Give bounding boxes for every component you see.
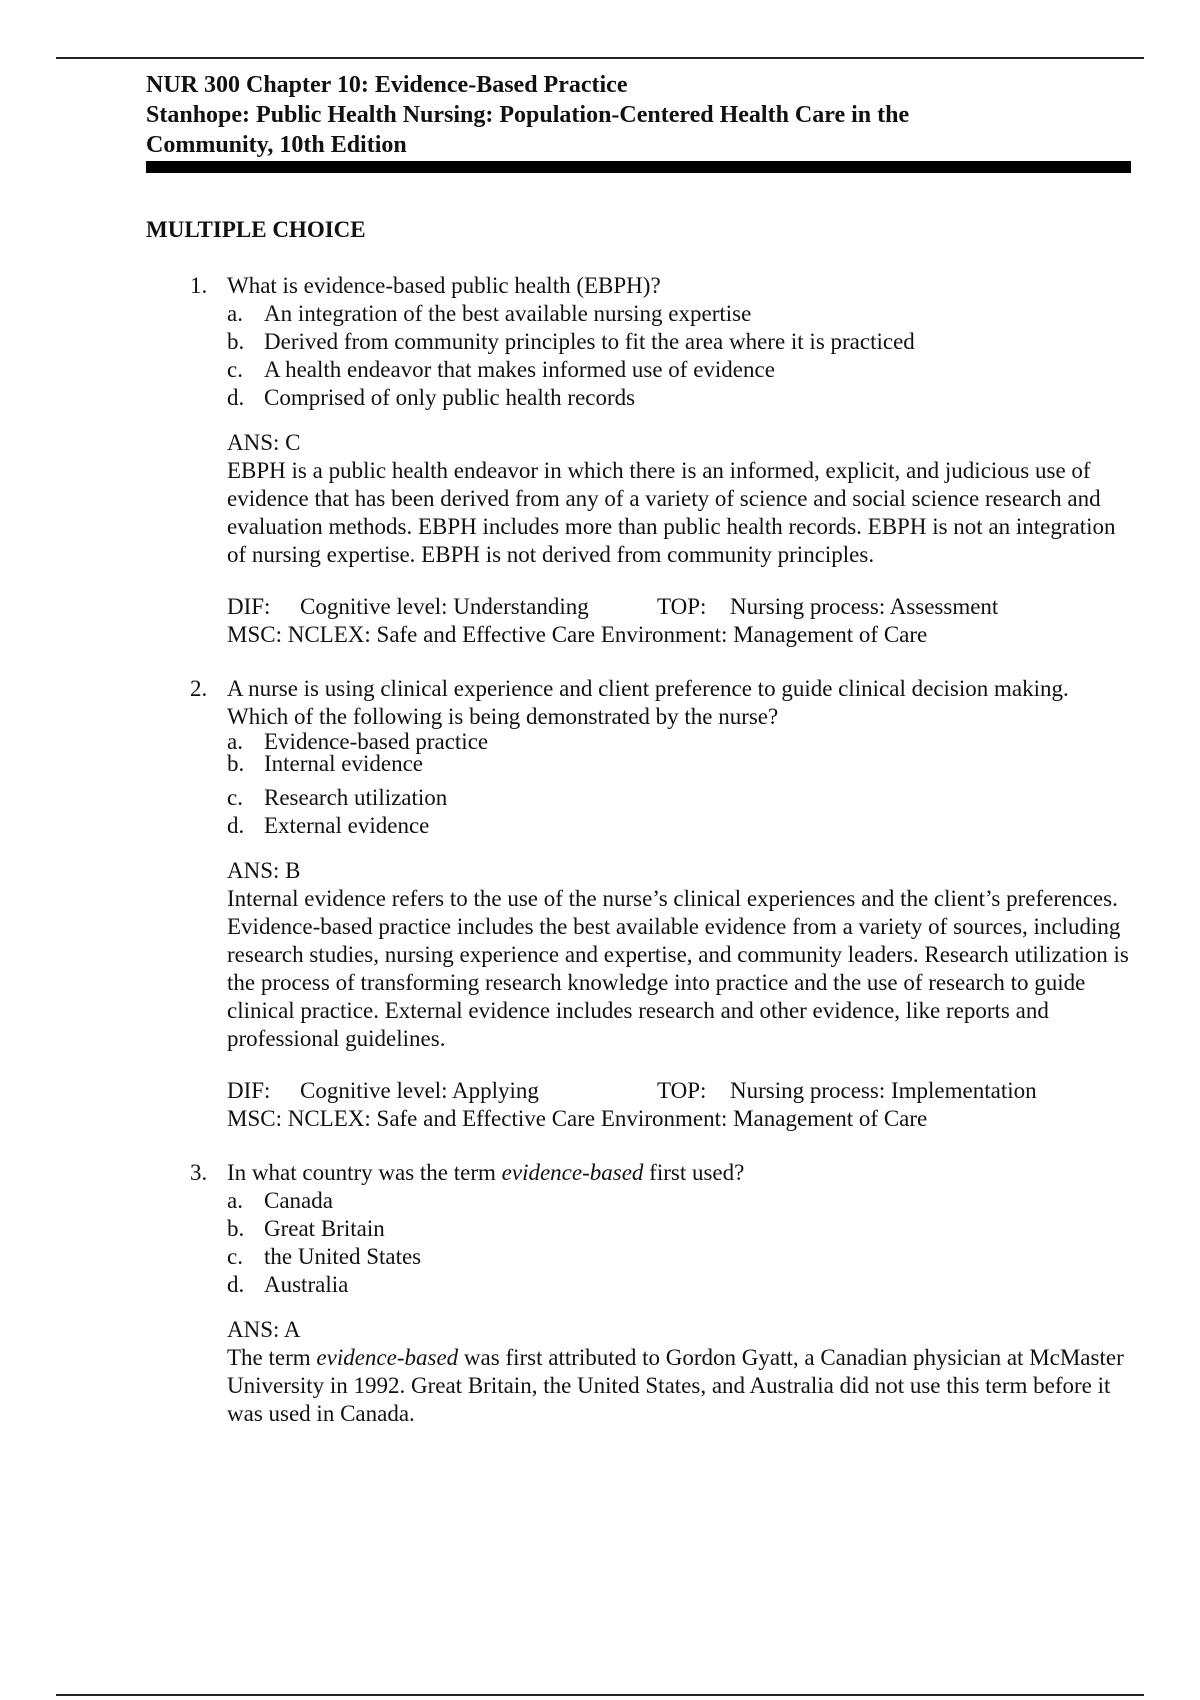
- option-c: [227, 784, 1131, 812]
- option-b: [227, 753, 1131, 775]
- option-text: Internal evidence: [264, 751, 423, 776]
- option-letter: d.: [227, 813, 245, 838]
- option-letter: a.: [227, 729, 243, 754]
- rationale-text: was first attributed to Gordon Gyatt, a Canadian physician at McMaster University in 1992. Great Britain, the United States, and Australia did not use this term before it was used in Canada.: [227, 1345, 1124, 1426]
- question-number: 3.: [190, 1160, 208, 1185]
- option-text: Comprised of only public health records: [264, 385, 636, 410]
- answer-rationale: [227, 1344, 1131, 1428]
- header-subtitle-line-2: Community, 10th Edition: [146, 132, 407, 158]
- option-list: [227, 1187, 1131, 1299]
- document-header: [146, 70, 1131, 173]
- question-3: [146, 1159, 1131, 1428]
- option-d: [227, 384, 1131, 412]
- option-list: [227, 731, 1131, 840]
- option-a: [227, 1187, 1131, 1215]
- option-letter: c.: [227, 1244, 243, 1269]
- option-text: the United States: [264, 1244, 422, 1269]
- header-title: NUR 300 Chapter 10: Evidence-Based Practice: [146, 72, 628, 98]
- dif-value: Cognitive level: Understanding: [300, 594, 589, 619]
- option-d: [227, 1271, 1131, 1299]
- header-subtitle-line-1: Stanhope: Public Health Nursing: Population-Centered Health Care in the: [146, 102, 910, 128]
- option-c: [227, 356, 1131, 384]
- option-text: An integration of the best available nursing expertise: [264, 301, 752, 326]
- option-letter: b.: [227, 329, 245, 354]
- rationale-italic-term: evidence-based: [316, 1345, 459, 1370]
- stem-italic-term: evidence-based: [501, 1160, 644, 1185]
- top-label: TOP:: [657, 594, 707, 619]
- header-divider-bar: [146, 161, 1131, 173]
- question-1: [146, 272, 1131, 649]
- question-stem: A nurse is using clinical experience and client preference to guide clinical decision making. Which of the following is being demonstrated by the nurse?: [227, 676, 1069, 729]
- option-letter: d.: [227, 1272, 245, 1297]
- option-text: Research utilization: [264, 785, 448, 810]
- top-page-rule: [56, 57, 1144, 59]
- dif-top-row: [227, 593, 1131, 621]
- option-text: Canada: [264, 1188, 333, 1213]
- answer-rationale: EBPH is a public health endeavor in which there is an informed, explicit, and judicious use of evidence that has been derived from any of a variety of science and social science research and evaluation methods. EBPH includes more than public health records. EBPH is not an integration of nursing expertise. EBPH is not derived from community principles.: [227, 458, 1116, 567]
- option-b: [227, 1215, 1131, 1243]
- option-a: [227, 731, 1131, 753]
- option-letter: d.: [227, 385, 245, 410]
- dif-top-row: [227, 1077, 1131, 1105]
- question-list: [146, 272, 1131, 1454]
- option-text: External evidence: [264, 813, 430, 838]
- option-text: Evidence-based practice: [264, 729, 489, 754]
- dif-label: DIF:: [227, 1078, 271, 1103]
- answer-key: ANS: B: [227, 858, 301, 883]
- option-text: Great Britain: [264, 1216, 385, 1241]
- option-text: Australia: [264, 1272, 349, 1297]
- top-label: TOP:: [657, 1078, 707, 1103]
- option-letter: a.: [227, 1188, 243, 1213]
- stem-text: first used?: [643, 1160, 745, 1185]
- question-stem: [227, 1159, 1131, 1187]
- option-letter: c.: [227, 357, 243, 382]
- option-b: [227, 328, 1131, 356]
- option-text: A health endeavor that makes informed use of evidence: [264, 357, 775, 382]
- question-stem: What is evidence-based public health (EBPH)?: [227, 273, 661, 298]
- option-letter: b.: [227, 751, 245, 776]
- option-list: [227, 300, 1131, 412]
- top-value: Nursing process: Implementation: [730, 1078, 1037, 1103]
- answer-key: ANS: C: [227, 430, 301, 455]
- msc-line: MSC: NCLEX: Safe and Effective Care Environment: Management of Care: [227, 1106, 928, 1131]
- option-c: [227, 1243, 1131, 1271]
- top-value: Nursing process: Assessment: [730, 594, 999, 619]
- stem-text: In what country was the term: [227, 1160, 502, 1185]
- option-d: [227, 812, 1131, 840]
- dif-value: Cognitive level: Applying: [300, 1078, 539, 1103]
- question-number: 2.: [190, 676, 208, 701]
- section-title: MULTIPLE CHOICE: [146, 217, 366, 242]
- dif-label: DIF:: [227, 594, 271, 619]
- bottom-page-rule: [56, 1694, 1144, 1696]
- option-letter: c.: [227, 785, 243, 810]
- msc-line: MSC: NCLEX: Safe and Effective Care Environment: Management of Care: [227, 622, 928, 647]
- question-number: 1.: [190, 273, 208, 298]
- answer-key: ANS: A: [227, 1317, 301, 1342]
- option-letter: b.: [227, 1216, 245, 1241]
- option-text: Derived from community principles to fit the area where it is practiced: [264, 329, 915, 354]
- question-metadata: [227, 593, 1131, 649]
- rationale-text: The term: [227, 1345, 317, 1370]
- question-2: [146, 675, 1131, 1133]
- answer-rationale: Internal evidence refers to the use of the nurse’s clinical experiences and the client’s preferences. Evidence-based practice includes the best available evidence from a variety of sources, including research studies, nursing experience and expertise, and community leaders. Research utilization is the process of transforming research knowledge into practice and the use of research to guide clinical practice. External evidence includes research and other evidence, like reports and professional guidelines.: [227, 886, 1129, 1051]
- option-a: [227, 300, 1131, 328]
- option-letter: a.: [227, 301, 243, 326]
- question-metadata: [227, 1077, 1131, 1133]
